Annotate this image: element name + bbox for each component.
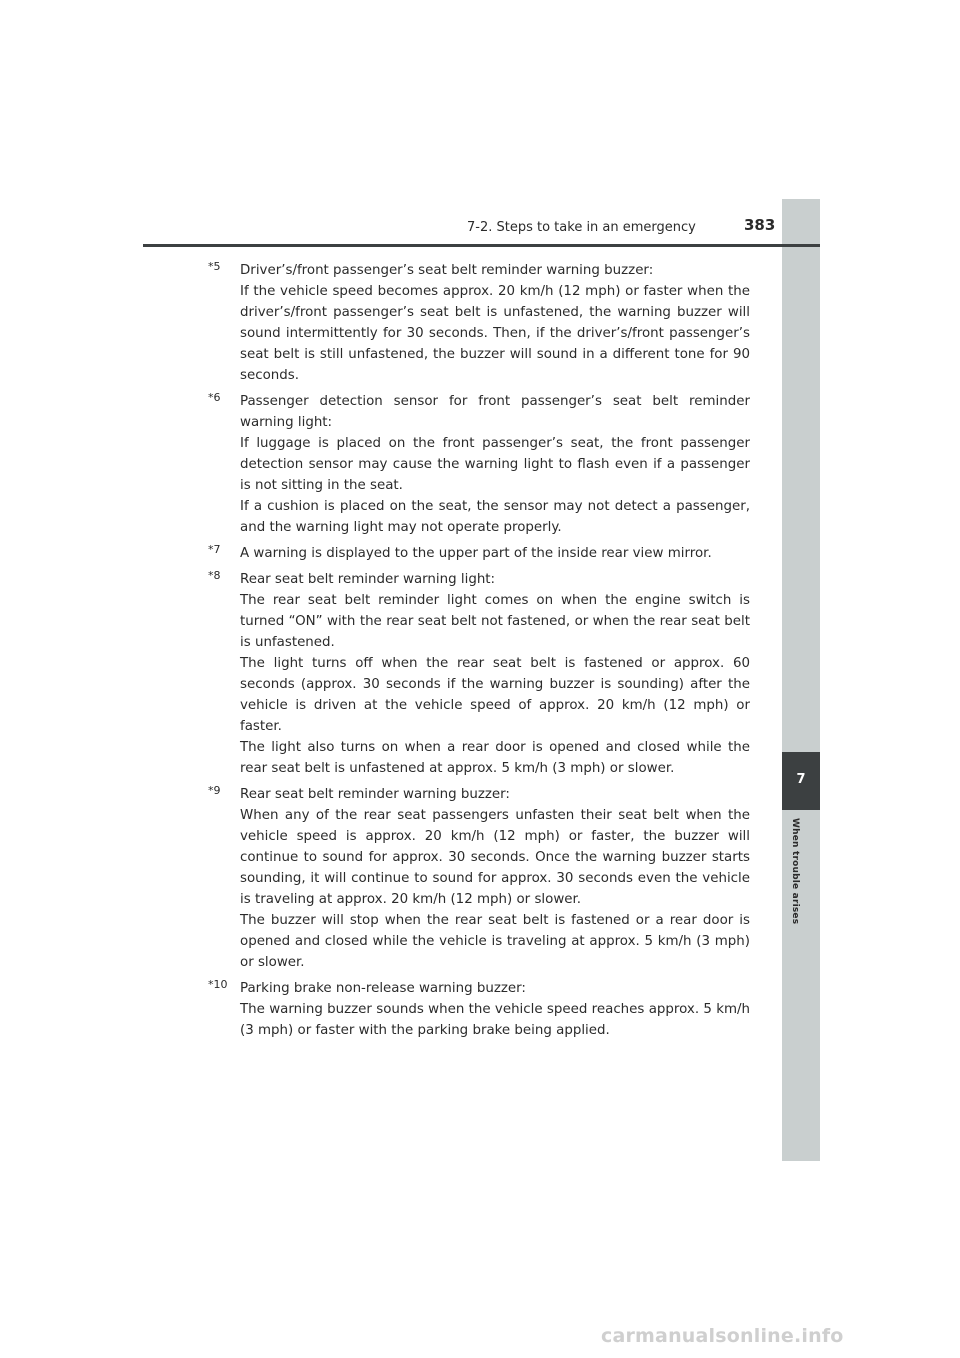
footnote-heading: Rear seat belt reminder warning buzzer: [240, 787, 510, 802]
footnote-text: When any of the rear seat passengers unfasten their seat belt when the vehicle speed is approx. 20 km/h (12 mph) or faster, the buzzer will continue to sound for approx. 30 seconds. Once the warning buzzer starts sounding, it will continue to sound for approx. 30 seconds even the vehicle is traveling at approx. 20 km/h (12 mph) or slower. [240, 808, 750, 907]
footnote-text: The light turns off when the rear seat belt is fastened or approx. 60 seconds (approx. 30 seconds if the warning buzzer is sounding) after the vehicle is driven at the vehicle speed of approx. 20 km/h (12 mph) or faster. [240, 656, 750, 734]
footnote-text: The rear seat belt reminder light comes on when the engine switch is turned “ON” with the rear seat belt not fastened, or when the rear seat belt is unfastened. [240, 593, 750, 650]
chapter-number: 7 [796, 772, 806, 787]
footnote-text: If luggage is placed on the front passenger’s seat, the front passenger detection sensor may cause the warning light to flash even if a passenger is not sitting in the seat. [240, 436, 750, 493]
header-rule [143, 244, 820, 247]
footnote-marker: *8 [208, 569, 221, 582]
footnote-text: A warning is displayed to the upper part of the inside rear view mirror. [240, 546, 712, 561]
footnote-text: If a cushion is placed on the seat, the sensor may not detect a passenger, and the warning light may not operate properly. [240, 499, 750, 535]
chapter-tab [782, 752, 820, 810]
section-title: 7-2. Steps to take in an emergency [467, 220, 696, 235]
footnote-10 [208, 978, 750, 1041]
footnote-marker: *7 [208, 543, 221, 556]
footnotes [208, 260, 750, 1046]
footnote-marker: *9 [208, 784, 221, 797]
footnote-marker: *10 [208, 978, 228, 991]
footnote-heading: Driver’s/front passenger’s seat belt reminder warning buzzer: [240, 263, 654, 278]
page-number: 383 [744, 216, 776, 234]
footnote-heading: Rear seat belt reminder warning light: [240, 572, 496, 587]
footnote-marker: *6 [208, 391, 221, 404]
footnote-heading: Parking brake non-release warning buzzer: [240, 981, 526, 996]
footnote-text: The light also turns on when a rear door is opened and closed while the rear seat belt is unfastened at approx. 5 km/h (3 mph) or slower. [240, 740, 750, 776]
footnote-heading: Passenger detection sensor for front passenger’s seat belt reminder warning light: [240, 394, 750, 430]
footnote-marker: *5 [208, 260, 221, 273]
footnote-9 [208, 784, 750, 973]
footnote-text: The buzzer will stop when the rear seat belt is fastened or a rear door is opened and closed while the vehicle is traveling at approx. 5 km/h (3 mph) or slower. [240, 913, 750, 970]
footnote-5 [208, 260, 750, 386]
footnote-6 [208, 391, 750, 538]
footnote-text: If the vehicle speed becomes approx. 20 km/h (12 mph) or faster when the driver’s/front passenger’s seat belt is unfastened, the warning buzzer will sound intermittently for 30 seconds. Then, if the driver’s/front passenger’s seat belt is still unfastened, the buzzer will sound in a different tone for 90 seconds. [240, 284, 750, 383]
chapter-sidebar [782, 199, 820, 1161]
chapter-title: When trouble arises [790, 818, 800, 925]
watermark: carmanualsonline.info [601, 1325, 844, 1347]
footnote-8 [208, 569, 750, 779]
footnote-7 [208, 543, 750, 564]
footnote-text: The warning buzzer sounds when the vehicle speed reaches approx. 5 km/h (3 mph) or faster with the parking brake being applied. [240, 1002, 750, 1038]
